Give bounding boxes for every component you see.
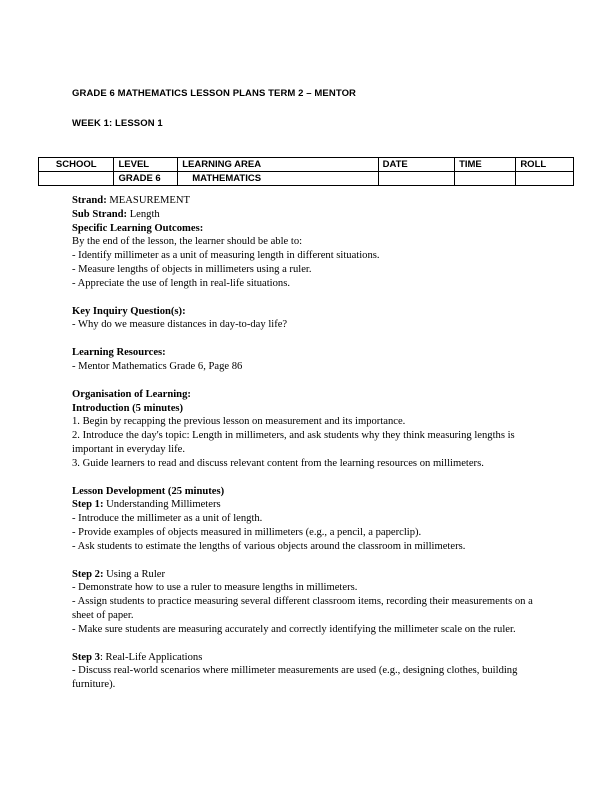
strand-value: MEASUREMENT [106, 195, 191, 206]
learning-area-header-cell: LEARNING AREA [178, 158, 378, 172]
lesson-meta-table [38, 157, 574, 186]
spacer [72, 554, 546, 568]
key-inquiry-question: - Why do we measure distances in day-to-day life? [72, 319, 288, 331]
table-header-row [39, 158, 574, 172]
outcomes-intro: By the end of the lesson, the learner should be able to: [72, 236, 303, 248]
step3-label: Step 3 [72, 651, 100, 663]
organisation-heading: Organisation of Learning: [72, 388, 191, 400]
outcomes-heading: Specific Learning Outcomes: [72, 222, 204, 234]
spacer [72, 332, 546, 346]
strand-label: Strand: [72, 195, 107, 206]
list-item: - Make sure students are measuring accurately and correctly identifying the millimeter scale on the ruler. [72, 623, 516, 635]
step2-title: Using a Ruler [103, 568, 165, 580]
school-value-cell [39, 172, 114, 186]
learning-resource-item: - Mentor Mathematics Grade 6, Page 86 [72, 360, 243, 372]
list-item: - Provide examples of objects measured in millimeters (e.g., a pencil, a paperclip). [72, 526, 422, 538]
list-item: - Identify millimeter as a unit of measuring length in different situations. [72, 250, 380, 262]
list-item: - Assign students to practice measuring several different classroom items, recording their measurements on a sheet of paper. [72, 596, 533, 621]
list-item: - Appreciate the use of length in real-life situations. [72, 277, 290, 289]
spacer [72, 637, 546, 651]
step1-title: Understanding Millimeters [103, 499, 221, 511]
substrand-value: Length [127, 208, 160, 220]
list-item: 1. Begin by recapping the previous lesson on measurement and its importance. [72, 416, 406, 428]
level-value-cell: GRADE 6 [114, 172, 178, 186]
step3-title: : Real-Life Applications [99, 651, 203, 663]
table-row [39, 172, 574, 186]
time-header-cell: TIME [455, 158, 516, 172]
step1-heading [72, 498, 546, 512]
list-item: - Introduce the millimeter as a unit of length. [72, 513, 263, 525]
key-inquiry-heading: Key Inquiry Question(s): [72, 305, 186, 317]
list-item: 3. Guide learners to read and discuss relevant content from the learning resources on millimeters. [72, 457, 484, 469]
step3-heading [72, 651, 546, 665]
spacer [72, 471, 546, 485]
spacer [72, 374, 546, 388]
learning-area-value-cell: MATHEMATICS [178, 172, 378, 186]
lesson-development-heading: Lesson Development (25 minutes) [72, 485, 225, 497]
substrand-label: Sub Strand: [72, 208, 128, 220]
spacer [72, 291, 546, 305]
roll-value-cell [516, 172, 574, 186]
date-value-cell [378, 172, 454, 186]
list-item: - Discuss real-world scenarios where millimeter measurements are used (e.g., designing clothes, building furniture). [72, 665, 518, 691]
roll-header-cell: ROLL [516, 158, 574, 172]
list-item: - Ask students to estimate the lengths of various objects around the classroom in millimeters. [72, 540, 466, 552]
school-header-cell: SCHOOL [39, 158, 114, 172]
document-title: GRADE 6 MATHEMATICS LESSON PLANS TERM 2 – MENTOR [72, 88, 357, 99]
level-header-cell: LEVEL [114, 158, 178, 172]
learning-resources-heading: Learning Resources: [72, 347, 166, 359]
list-item: - Demonstrate how to use a ruler to measure lengths in millimeters. [72, 582, 358, 594]
substrand-line [72, 208, 546, 222]
step2-label: Step 2: [72, 568, 104, 580]
time-value-cell [455, 172, 516, 186]
list-item: - Measure lengths of objects in millimeters using a ruler. [72, 263, 312, 275]
introduction-heading: Introduction (5 minutes) [72, 402, 184, 414]
step2-heading [72, 568, 546, 582]
week-lesson-heading: WEEK 1: LESSON 1 [72, 118, 163, 129]
date-header-cell: DATE [378, 158, 454, 172]
lesson-body [72, 194, 546, 692]
step1-label: Step 1: [72, 499, 104, 511]
list-item: 2. Introduce the day's topic: Length in millimeters, and ask students why they think measuring lengths is important in everyday life. [72, 430, 515, 455]
strand-line [72, 194, 546, 208]
